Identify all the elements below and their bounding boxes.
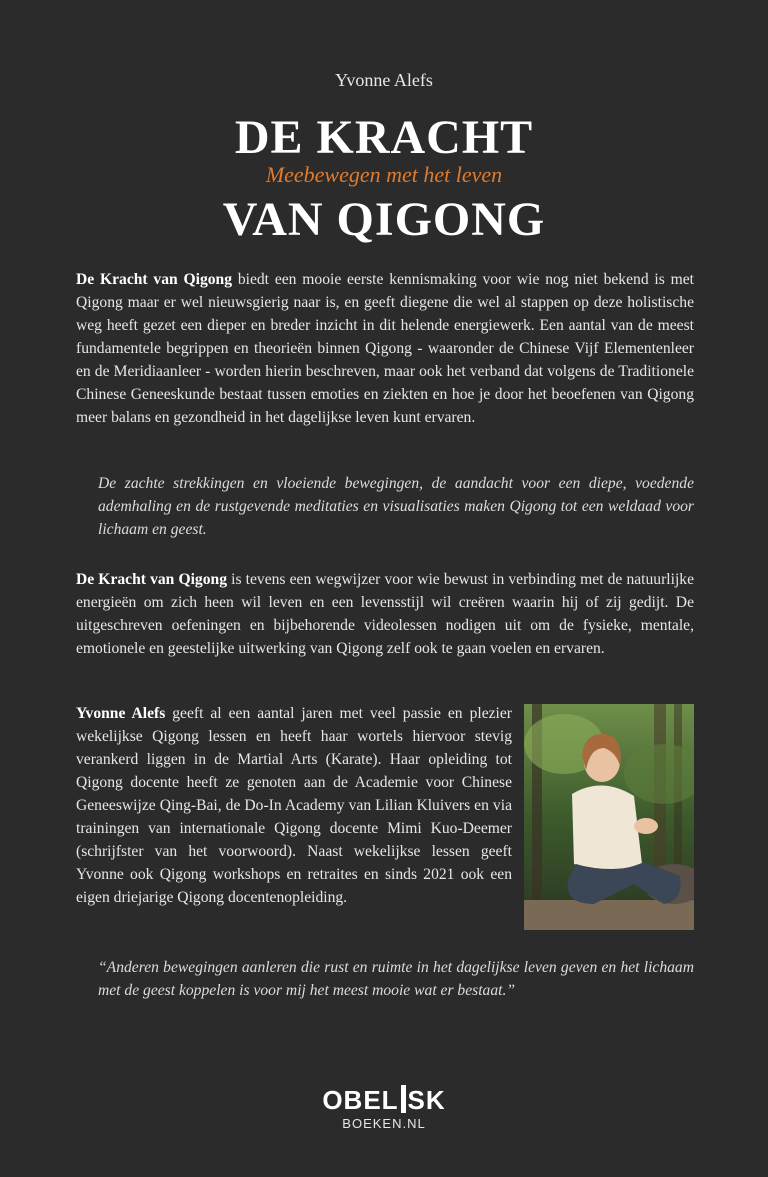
author-photo (524, 704, 694, 930)
author-bio-text: geeft al een aantal jaren met veel passie en plezier wekelijkse Qigong lessen en heeft haar wortels hiervoor stevig verankerd liggen in de Martial Arts (Karate). Haar opleiding tot Qigong docente heeft ze genoten aan de Academie voor Chinese Geneeswijze Qing-Bai, de Do-In Academy van Lilian Kluivers en via trainingen van internationale Qigong docente Mimi Kuo-Deemer (schrijfster van het voorwoord). Naast wekelijkse lessen geeft Yvonne ook Qigong workshops en retraites en sinds 2021 ook een eigen driejarige Qigong docentenopleiding. (76, 705, 512, 906)
intro-paragraph-bold: De Kracht van Qigong (76, 271, 233, 288)
publisher-logo-wordmark (322, 1085, 445, 1113)
author-bio-bold: Yvonne Alefs (76, 705, 166, 722)
author-name: Yvonne Alefs (335, 70, 433, 90)
intro-paragraph-text: biedt een mooie eerste kennismaking voor wie nog niet bekend is met Qigong maar er wel nieuwsgierig naar is, en geeft diegene die wel al stappen op deze holistische weg heeft gezet een dieper en breder inzicht in dit helende energiewerk. Een aantal van de meest fundamentele begrippen en theorieën binnen Qigong - waaronder de Chinese Vijf Elementenleer en de Meridiaanleer - worden hierin beschreven, maar ook het verband dat volgens de Traditionele Chinese Geneeskunde bestaat tussen emoties en ziekten en hoe je door het beoefenen van Qigong meer balans en gezondheid in het dagelijkse leven kunt ervaren. (76, 271, 695, 426)
publisher-logo-sub: BOEKEN.NL (342, 1116, 426, 1131)
title-line-2: VAN QIGONG (222, 193, 546, 246)
second-paragraph (76, 568, 694, 660)
title-line-1: DE KRACHT (234, 111, 534, 164)
author-bio-paragraph (76, 702, 512, 909)
subtitle: Meebewegen met het leven (265, 162, 503, 187)
quote-2: “Anderen bewegingen aanleren die rust en ruimte in het dagelijkse leven geven en het lichaam met de geest koppelen is voor mij het meest mooie wat er bestaat.” (98, 959, 694, 999)
second-paragraph-text: is tevens een wegwijzer voor wie bewust in verbinding met de natuurlijke energieën om zich heen wil leven en een levensstijl wil creëren waarin hij of zij gedijt. De uitgeschreven oefeningen en bijbehorende videolessen nodigen uit om de fysieke, mentale, emotionele en geestelijke uitwerking van Qigong zelf ook te gaan voelen en ervaren. (76, 571, 694, 657)
second-paragraph-bold: De Kracht van Qigong (76, 571, 227, 588)
author-photo-illustration (524, 704, 694, 930)
logo-bar (401, 1085, 406, 1113)
publisher-logo (0, 1085, 768, 1131)
quote-1: De zachte strekkingen en vloeiende bewegingen, de aandacht voor een diepe, voedende ademhaling en de rustgevende meditaties en visualisaties maken Qigong tot een weldaad voor lichaam en geest. (98, 475, 694, 538)
intro-paragraph (76, 268, 694, 429)
logo-part-2: SK (407, 1085, 446, 1115)
logo-part-1: OBEL (322, 1085, 399, 1115)
